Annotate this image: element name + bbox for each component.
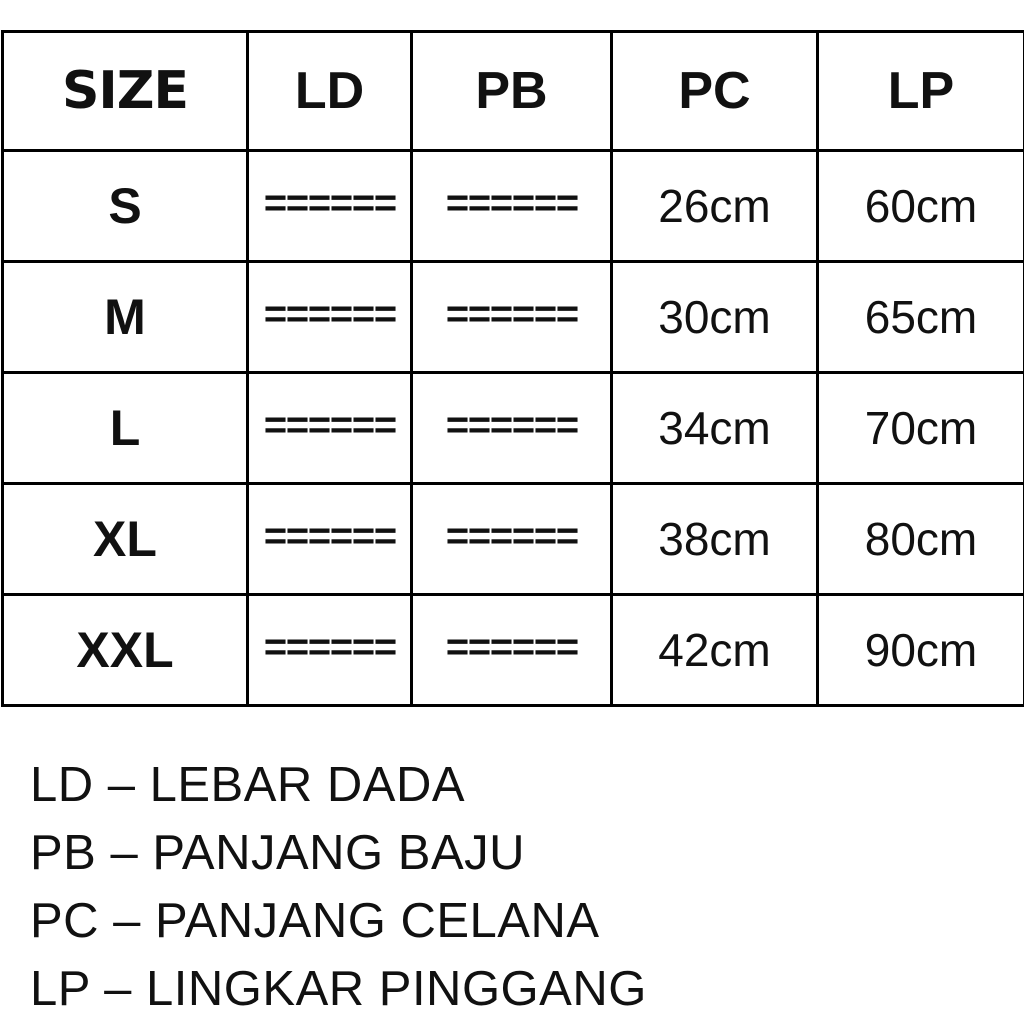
cell-lp: 60cm	[818, 151, 1024, 262]
cell-ld-placeholder: ======	[263, 517, 396, 562]
cell-pc: 26cm	[612, 151, 818, 262]
column-header-ld: LD	[248, 32, 412, 151]
cell-lp: 80cm	[818, 484, 1024, 595]
table-body	[3, 151, 1024, 706]
legend-item-lp: LP – LINGKAR PINGGANG	[30, 962, 647, 1016]
cell-pc: 34cm	[612, 373, 818, 484]
column-header-lp: LP	[818, 32, 1024, 151]
cell-ld-placeholder: ======	[263, 406, 396, 451]
cell-size: L	[3, 373, 248, 484]
cell-ld	[248, 595, 412, 706]
table-row	[3, 262, 1024, 373]
table-row	[3, 595, 1024, 706]
cell-pb-placeholder: ======	[445, 295, 578, 340]
cell-ld-placeholder: ======	[263, 628, 396, 673]
cell-pb-placeholder: ======	[445, 184, 578, 229]
cell-pc: 30cm	[612, 262, 818, 373]
cell-pb	[412, 595, 612, 706]
legend	[30, 751, 1024, 1023]
cell-ld	[248, 373, 412, 484]
legend-item-pb: PB – PANJANG BAJU	[30, 826, 526, 880]
cell-ld	[248, 151, 412, 262]
cell-pb-placeholder: ======	[445, 517, 578, 562]
cell-pb	[412, 484, 612, 595]
cell-size: XL	[3, 484, 248, 595]
cell-pb	[412, 151, 612, 262]
table-header	[3, 32, 1024, 151]
size-chart-table	[1, 30, 1024, 707]
column-header-pc: PC	[612, 32, 818, 151]
cell-lp: 70cm	[818, 373, 1024, 484]
cell-size: S	[3, 151, 248, 262]
column-header-size: SIZE	[3, 32, 248, 151]
cell-pb	[412, 262, 612, 373]
cell-ld	[248, 484, 412, 595]
cell-size: M	[3, 262, 248, 373]
cell-ld-placeholder: ======	[263, 295, 396, 340]
cell-pc: 38cm	[612, 484, 818, 595]
cell-pb-placeholder: ======	[445, 406, 578, 451]
cell-size: XXL	[3, 595, 248, 706]
legend-item-pc: PC – PANJANG CELANA	[30, 894, 600, 948]
cell-ld	[248, 262, 412, 373]
legend-item-ld: LD – LEBAR DADA	[30, 758, 466, 812]
cell-pb-placeholder: ======	[445, 628, 578, 673]
cell-pb	[412, 373, 612, 484]
table-row	[3, 151, 1024, 262]
cell-pc: 42cm	[612, 595, 818, 706]
cell-lp: 65cm	[818, 262, 1024, 373]
column-header-pb: PB	[412, 32, 612, 151]
table-row	[3, 484, 1024, 595]
cell-lp: 90cm	[818, 595, 1024, 706]
table-row	[3, 373, 1024, 484]
table-header-row	[3, 32, 1024, 151]
cell-ld-placeholder: ======	[263, 184, 396, 229]
